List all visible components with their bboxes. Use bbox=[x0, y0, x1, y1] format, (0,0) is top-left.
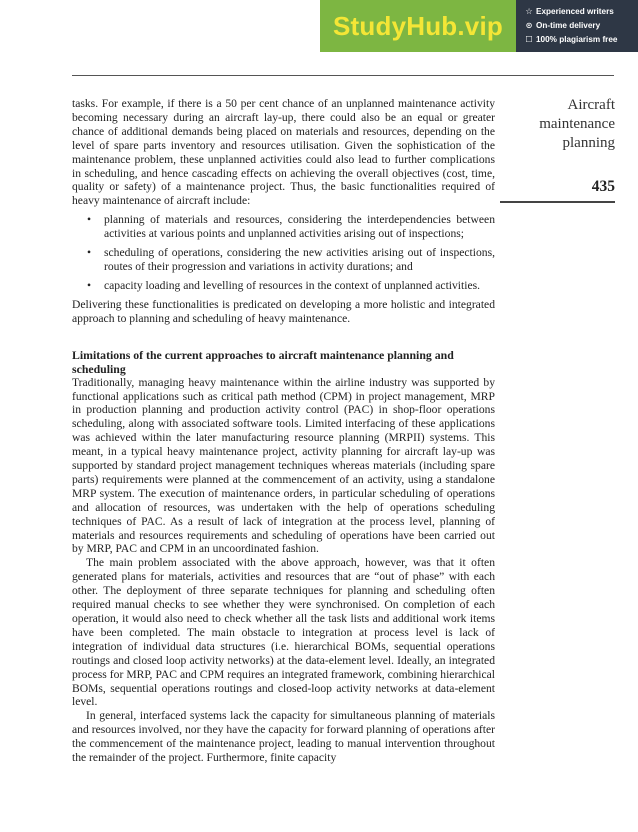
paragraph: tasks. For example, if there is a 50 per cent chance of an unplanned maintenance activity becoming necessary during an aircraft lay-up, there could also be an equal or greater chance of additional demands being placed on materials and resources, depending on the level of spare parts inventory and resources utilisation. Given the sophistication of the maintenance problem, these unplanned activities could also lead to further complications in scheduling, and hence cascading effects on achieving the overall objectives (cost, time, quality or safety) of a maintenance project. Thus, the basic functionalities required of heavy maintenance of aircraft include: bbox=[72, 97, 495, 208]
list-item: • planning of materials and resources, considering the interdependencies between activities at various points and unplanned activities arising out of inspections; bbox=[87, 213, 495, 241]
star-icon: ☆ bbox=[525, 7, 533, 16]
document-check-icon: ☐ bbox=[525, 35, 533, 44]
feature-on-time-delivery: ⊙ On-time delivery bbox=[524, 19, 638, 33]
list-item: • capacity loading and levelling of resources in the context of unplanned activities. bbox=[87, 278, 481, 292]
page-number: 435 bbox=[591, 178, 615, 195]
feature-experienced-writers: ☆ Experienced writers bbox=[524, 5, 638, 19]
feature-list bbox=[516, 0, 638, 52]
brand-logo[interactable] bbox=[320, 0, 516, 52]
list-item: • scheduling of operations, considering the new activities arising out of inspections, routes of their progression and variations in activity durations; and bbox=[87, 246, 495, 273]
running-title-line-1: Aircraft bbox=[567, 97, 615, 113]
article-body bbox=[72, 97, 495, 765]
paragraph: Delivering these functionalities is predicated on developing a more holistic and integrated approach to planning and scheduling of heavy maintenance. bbox=[72, 297, 495, 325]
section-heading: Limitations of the current approaches to aircraft maintenance planning and scheduling bbox=[72, 347, 454, 376]
ad-banner[interactable] bbox=[320, 0, 638, 52]
clock-icon: ⊙ bbox=[525, 21, 533, 30]
running-title-line-3: planning bbox=[562, 135, 615, 151]
bullet-icon: • bbox=[87, 278, 92, 292]
paragraph: Traditionally, managing heavy maintenance within the airline industry was supported by functional applications such as critical path method (CPM) in project management, MRP in production planning and production activity control (PAC) in shop-floor operations scheduling, along with associated software tools. Limited interfacing of these applications was achieved within the later manufacturing resource planning (MRPII) systems. This meant, in a typical heavy maintenance project, activity planning for aircraft lay-up was supported by standard project management techniques whereas materials (including spare parts) requirements were planned at the commencement of an activity, using a standalone MRP system. The execution of maintenance orders, in particular scheduling of operations and allocation of resources, was undertaken with the help of operations scheduling techniques of PAC. As a result of lack of integration at the process level, planning of materials and resources requirements and scheduling of operations have been carried out by MRP, PAC and CPM in an uncoordinated fashion. bbox=[72, 375, 495, 556]
bullet-icon: • bbox=[87, 246, 92, 260]
header-rule bbox=[72, 75, 614, 76]
running-title bbox=[500, 96, 615, 153]
bullet-icon: • bbox=[87, 213, 92, 227]
paragraph: The main problem associated with the above approach, however, was that it often generated plans for materials, activities and resources that are “out of phase” with each other. The deployment of three separate techniques for planning and scheduling often required manual checks to see whether they were synchronised. On completion of each operation, it would also need to check whether all the task lists and additional work items have been completed. The main obstacle to integration at process level is lack of integration of individual data structures (i.e. hierarchical BOMs, sequential operations routings and closed loop activity networks) at the data-element level. Ideally, an integrated process for MRP, PAC and CPM requires an integrated framework, combining hierarchical BOMs, sequential operations routings and closed-loop activity networks at data-element level. bbox=[72, 556, 495, 709]
feature-plagiarism-free: ☐ 100% plagiarism free bbox=[524, 33, 638, 47]
paragraph: In general, interfaced systems lack the capacity for simultaneous planning of materials and resources involved, nor they have the capacity for forward planning of operations after the commencement of the maintenance project, leading to manual intervention throughout the remainder of the project. Furthermore, finite capacity bbox=[72, 709, 495, 765]
brand-name: StudyHub.vip bbox=[333, 10, 503, 41]
running-title-line-2: maintenance bbox=[539, 116, 615, 132]
bullet-list bbox=[72, 213, 495, 293]
page-number-rule bbox=[500, 201, 615, 203]
